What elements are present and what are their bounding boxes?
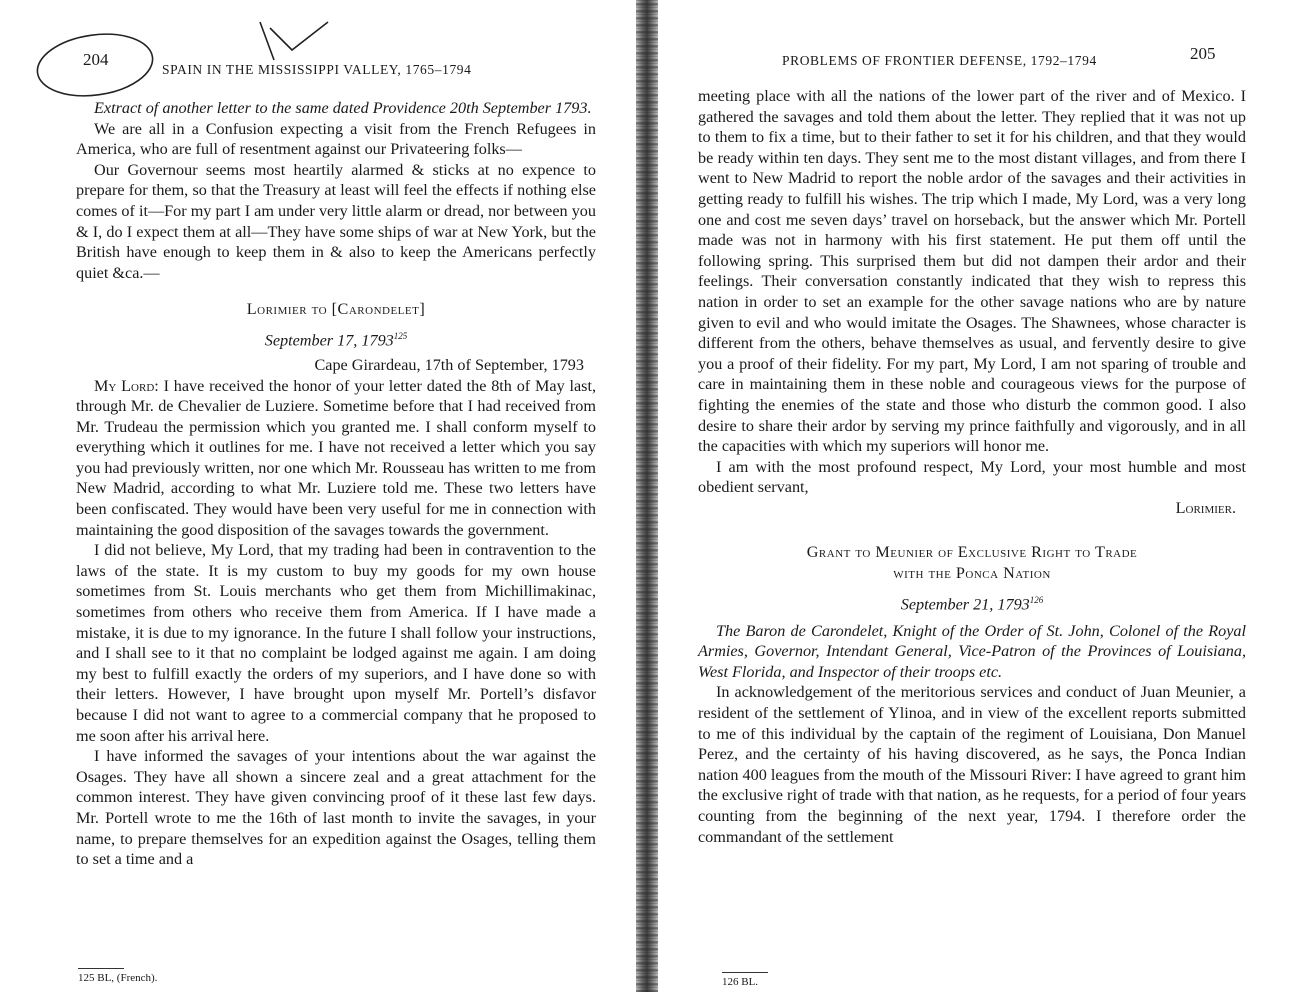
footnote-rule xyxy=(722,972,768,973)
salutation: My Lord: xyxy=(94,376,159,395)
extract-caption: Extract of another letter to the same dated Providence 20th September 1793. xyxy=(94,99,592,117)
date-text: September 17, 1793 xyxy=(264,331,394,350)
footnote-rule xyxy=(78,968,124,969)
section-heading: Lorimier to [Carondelet] xyxy=(246,300,426,319)
page-number: 205 xyxy=(1190,44,1216,63)
footnote-ref: 126 xyxy=(1029,594,1044,605)
letter-paragraph: I have informed the savages of your intentions about the war against the Osages. They have all shown a sincere zeal and a great attachment for the common interest. They have given convincing proof of it these last few days. Mr. Portell wrote to me the 16th of last month to invite the savages, in your name, to prepare themselves for an expedition against the Osages, telling them to set a time and a xyxy=(76,747,596,869)
letter-paragraph xyxy=(76,376,596,541)
body-paragraph: In acknowledgement of the meritorious services and conduct of Juan Meunier, a resident of the settlement of Ylinoa, and in view of the excellent reports submitted to me of this individual by the captain of the regiment of Louisiana, Don Manuel Perez, and the certainty of his having discovered, as he says, the Ponca Indian nation 400 leagues from the mouth of the Missouri River: I have agreed to grant him the exclusive right of trade with that nation, as he requests, for a period of four years counting from the beginning of the next year, 1794. I therefore order the commandant of the settlement xyxy=(698,683,1246,846)
footnote: 126 BL. xyxy=(722,976,759,988)
left-page xyxy=(0,0,636,992)
section-heading: Grant to Meunier of Exclusive Right to Trade xyxy=(806,543,1138,562)
footnote: 125 BL, (French). xyxy=(78,972,158,984)
book-gutter xyxy=(636,0,658,992)
section-heading-line2: with the Ponca Nation xyxy=(893,564,1051,583)
titles: The Baron de Carondelet, Knight of the Order of St. John, Colonel of the Royal Armies, Governor, Intendant General, Vice-Patron of the Provinces of Louisiana, West Florida, and Inspector of their troops etc. xyxy=(698,621,1246,681)
date-line xyxy=(76,326,596,351)
right-text-block xyxy=(698,86,1246,847)
letter-paragraph: I did not believe, My Lord, that my trading had been in contravention to the laws of the state. It is my custom to buy my goods for my own house sometimes from St. Louis merchants who get them from Michillimakinac, sometimes from others who receive them from America. If I have made a mistake, it is due to my ignorance. In the future I shall follow your instructions, and I shall see to it that no complaint be lodged against me again. I am doing my best to fulfill exactly the orders of my superiors, and I have done so with their letters. However, I have brought upon myself Mr. Portell’s disfavor because I did not want to agree to a commercial company that he proposed to me soon after his arrival here. xyxy=(76,541,596,745)
right-page xyxy=(658,0,1292,992)
date-line xyxy=(698,590,1246,615)
place-date: Cape Girardeau, 17th of September, 1793 xyxy=(314,355,584,374)
paragraph: Our Governour seems most heartily alarmed & sticks at no expence to prepare for them, so that the Treasury at least will feel the effects if nothing else comes of it—For my part I am under very little alarm or dread, nor between you & I, do I expect them at all—They have some ships of war at New York, but the British have enough to keep them in & also to keep the Americans perfectly quiet &ca.— xyxy=(76,160,596,282)
date-text: September 21, 1793 xyxy=(900,595,1030,614)
footnote-ref: 125 xyxy=(393,330,408,341)
running-head: PROBLEMS OF FRONTIER DEFENSE, 1792–1794 xyxy=(782,53,1097,68)
running-head: SPAIN IN THE MISSISSIPPI VALLEY, 1765–1794 xyxy=(162,62,472,77)
closing: I am with the most profound respect, My Lord, your most humble and most obedient servant, xyxy=(698,457,1246,497)
continued-paragraph: meeting place with all the nations of the lower part of the river and of Mexico. I gathered the savages and told them about the letter. They replied that it was not up to them to fix a time, but to their father to set it for his children, and that they would be ready within ten days. They sent me to the most distant villages, and from there I went to New Madrid to report the noble ardor of the savages and their activities in getting ready to fulfill his wishes. The trip which I made, My Lord, was a very long one and cost me seven days’ travel on horseback, but the answer which Mr. Portell made was not in harmony with his first statement. He put them off until the following spring. This surprised them but did not dampen their ardor and their feelings. Their conversation constantly indicated that they wish to repress this nation in order to set an example for the other savage nations who are by nature given to evil and who would imitate the Osages. The Shawnees, whose character is different from the others, behave themselves as usual, and fervently desire to give you a proof of their fidelity. For my part, My Lord, I am not sparing of trouble and care in maintaining them in these noble and courageous views for the purpose of fighting the enemies of the state and those who disturb the common good. I also desire to share their ardor by serving my prince faithfully and vigorously, and in all the capacities with which my superiors will honor me. xyxy=(698,87,1246,456)
page-number: 204 xyxy=(83,50,109,69)
signature: Lorimier. xyxy=(1175,498,1236,517)
letter-text: I have received the honor of your letter dated the 8th of May last, through Mr. de Chevalier de Luziere. Sometime before that I had received from Mr. Trudeau the permission which you granted me. I shall conform myself to everything which it outlines for me. I have not received a letter which you say you had previously written, nor one which Mr. Rousseau has written to me from New Madrid, according to what Mr. Luziere told me. These two letters have been confiscated. They would have been very useful for me in connection with maintaining the good disposition of the savages towards the government. xyxy=(76,376,596,539)
left-text-block xyxy=(76,98,596,870)
paragraph: We are all in a Confusion expecting a visit from the French Refugees in America, who are full of resentment against our Privateering folks— xyxy=(76,119,596,159)
